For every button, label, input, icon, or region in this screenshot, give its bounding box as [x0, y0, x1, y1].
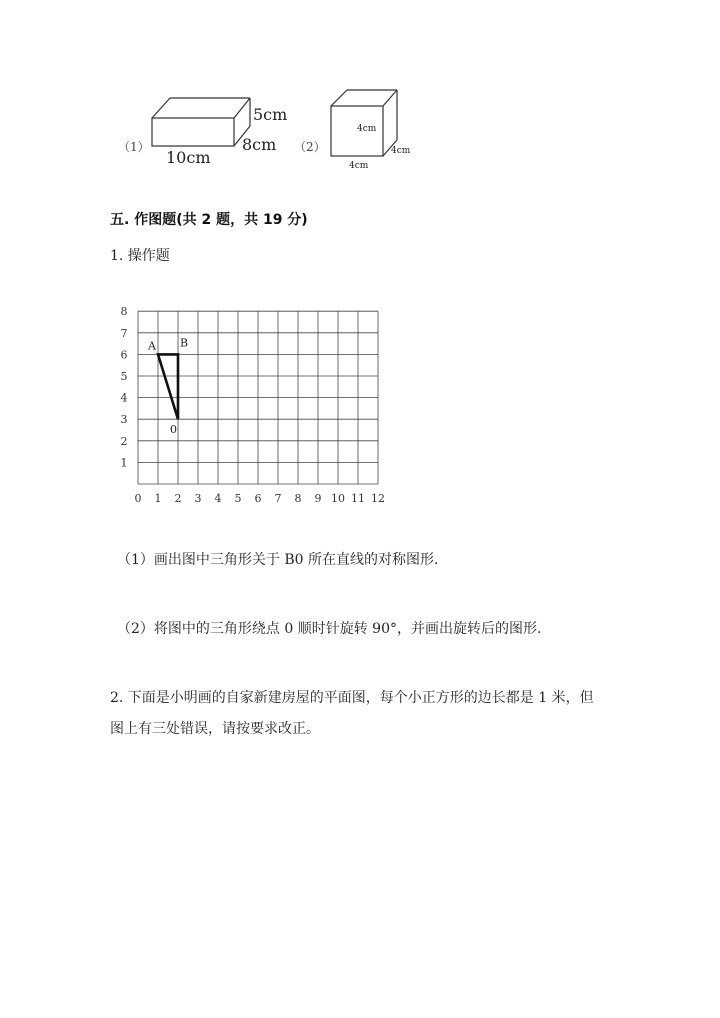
cube-front-label: 4cm — [357, 124, 377, 134]
x-tick-label: 1 — [154, 492, 162, 505]
question2-line1: 2. 下面是小明画的自家新建房屋的平面图，每个小正方形的边长都是 1 米，但 — [110, 690, 594, 706]
question1-part2: （2）将图中的三角形绕点 0 顺时针旋转 90°，并画出旋转后的图形. — [117, 621, 542, 637]
x-tick-label: 6 — [254, 492, 262, 505]
x-tick-label: 0 — [134, 492, 142, 505]
y-tick-label: 6 — [120, 348, 128, 362]
y-tick-label: 8 — [120, 305, 128, 319]
x-tick-label: 4 — [214, 492, 222, 505]
point-A-label: A — [148, 339, 156, 353]
y-tick-label: 7 — [120, 326, 128, 340]
x-tick-label: 7 — [274, 492, 282, 505]
cube-side-label: 4cm — [391, 146, 411, 156]
x-tick-label: 3 — [194, 492, 202, 505]
point-B-label: B — [180, 336, 189, 350]
cuboid-length: 10cm — [166, 148, 211, 167]
x-tick-label: 10 — [331, 492, 345, 505]
question1-part1: （1）画出图中三角形关于 B0 所在直线的对称图形. — [117, 552, 439, 568]
figure2-label: （2） — [294, 140, 326, 154]
x-tick-label: 12 — [371, 492, 385, 505]
x-tick-label: 2 — [174, 492, 182, 505]
y-tick-label: 3 — [120, 413, 128, 427]
cube-bottom-label: 4cm — [349, 161, 369, 171]
question2-line2: 图上有三处错误，请按要求改正。 — [110, 721, 320, 737]
point-O-label: 0 — [170, 423, 177, 437]
y-tick-label: 2 — [120, 434, 128, 448]
question1-title: 1. 操作题 — [110, 248, 170, 264]
x-tick-label: 9 — [314, 492, 322, 505]
section-title: 五. 作图题(共 2 题，共 19 分) — [110, 212, 308, 228]
y-tick-label: 4 — [120, 391, 128, 405]
y-tick-label: 5 — [120, 370, 128, 383]
x-tick-label: 11 — [351, 492, 365, 505]
triangle-ABO — [158, 354, 178, 419]
y-tick-label: 1 — [120, 456, 128, 470]
cuboid-width: 8cm — [242, 135, 277, 154]
coordinate-grid — [110, 298, 400, 508]
cube-figure — [325, 82, 420, 174]
x-tick-label: 8 — [294, 492, 302, 505]
x-tick-label: 5 — [234, 492, 242, 505]
cuboid-figure — [140, 88, 290, 170]
cuboid-height: 5cm — [253, 105, 288, 124]
figure1-label: （1） — [118, 140, 150, 154]
